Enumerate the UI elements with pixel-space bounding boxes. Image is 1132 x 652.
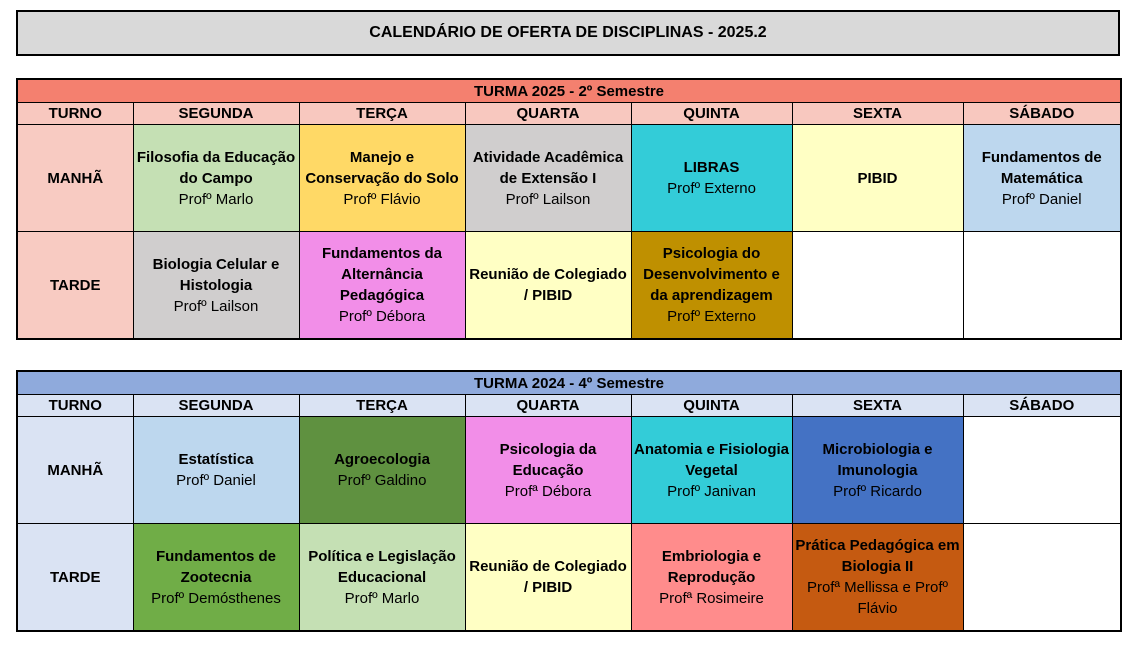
day-header-turno: TURNO — [17, 395, 133, 417]
day-header-quinta: QUINTA — [631, 395, 792, 417]
turma-2024-table — [16, 370, 1122, 632]
turno-manha: MANHÃ — [17, 125, 133, 232]
subject-name: Filosofia da Educação do Campo — [136, 148, 296, 187]
class-cell — [631, 417, 792, 524]
class-cell — [133, 524, 299, 632]
subject-name: Fundamentos de Matemática — [981, 148, 1102, 187]
subject-name: Estatística — [178, 451, 254, 468]
class-cell — [299, 524, 465, 632]
day-header-terca: TERÇA — [299, 395, 465, 417]
subject-name: Agroecologia — [334, 451, 430, 468]
professor-name: Profº Lailson — [505, 190, 591, 208]
subject-name: Reunião de Colegiado / PIBID — [469, 266, 627, 304]
professor-name: Profº Externo — [667, 180, 756, 197]
subject-name: Atividade Acadêmica de Extensão I — [472, 148, 624, 187]
class-cell — [299, 232, 465, 340]
professor-name: Profº Galdino — [337, 472, 427, 489]
subject-name: Manejo e Conservação do Solo — [305, 148, 459, 187]
professor-name: Profª Débora — [504, 482, 592, 500]
professor-name: Profº Flávio — [343, 190, 421, 208]
class-cell — [465, 417, 631, 524]
professor-name: Profº Marlo — [178, 190, 254, 208]
day-header-sexta: SEXTA — [792, 395, 963, 417]
subject-name: Fundamentos da Alternância Pedagógica — [321, 245, 442, 304]
turma-title: TURMA 2025 - 2º Semestre — [17, 79, 1121, 103]
day-header-turno: TURNO — [17, 103, 133, 125]
day-header-sabado: SÁBADO — [963, 395, 1121, 417]
turno-tarde: TARDE — [17, 524, 133, 632]
professor-name: Profº Externo — [667, 308, 756, 325]
day-header-quarta: QUARTA — [465, 395, 631, 417]
professor-name: Profº Débora — [338, 308, 426, 325]
subject-name: Reunião de Colegiado / PIBID — [469, 558, 627, 596]
class-cell — [465, 524, 631, 632]
class-cell — [299, 417, 465, 524]
subject-name: PIBID — [857, 169, 898, 187]
subject-name: Prática Pedagógica em Biologia II — [795, 537, 960, 575]
class-cell — [133, 125, 299, 232]
professor-name: Profº Daniel — [1001, 190, 1082, 208]
class-cell — [963, 524, 1121, 632]
class-cell — [963, 417, 1121, 524]
class-cell — [631, 232, 792, 340]
class-cell — [792, 417, 963, 524]
class-cell — [792, 125, 963, 232]
subject-name: Política e Legislação Educacional — [308, 547, 456, 586]
class-cell — [465, 125, 631, 232]
subject-name: Microbiologia e Imunologia — [822, 440, 933, 479]
subject-name: Biologia Celular e Histologia — [152, 255, 280, 294]
class-cell — [631, 125, 792, 232]
subject-name: LIBRAS — [683, 159, 740, 176]
subject-name: Psicologia da Educação — [499, 440, 597, 479]
professor-name: Profº Ricardo — [833, 482, 922, 500]
day-header-sexta: SEXTA — [792, 103, 963, 125]
professor-name: Profº Janivan — [667, 482, 756, 500]
class-cell — [133, 232, 299, 340]
turno-tarde: TARDE — [17, 232, 133, 340]
subject-name: Psicologia do Desenvolvimento e da aprendizagem — [643, 245, 780, 304]
day-header-terca: TERÇA — [299, 103, 465, 125]
day-header-quarta: QUARTA — [465, 103, 631, 125]
turma-2025-table — [16, 78, 1122, 340]
class-cell — [133, 417, 299, 524]
turno-manha: MANHÃ — [17, 417, 133, 524]
class-cell — [792, 232, 963, 340]
professor-name: Profº Demósthenes — [151, 589, 281, 607]
class-cell — [465, 232, 631, 340]
day-header-quinta: QUINTA — [631, 103, 792, 125]
class-cell — [963, 125, 1121, 232]
day-header-sabado: SÁBADO — [963, 103, 1121, 125]
subject-name: Anatomia e Fisiologia Vegetal — [633, 440, 790, 479]
class-cell — [631, 524, 792, 632]
subject-name: Embriologia e Reprodução — [661, 547, 762, 586]
professor-name: Profº Daniel — [176, 472, 256, 489]
professor-name: Profº Lailson — [173, 297, 259, 315]
turma-title: TURMA 2024 - 4º Semestre — [17, 371, 1121, 395]
class-cell — [963, 232, 1121, 340]
class-cell — [299, 125, 465, 232]
day-header-segunda: SEGUNDA — [133, 395, 299, 417]
professor-name: Profª Rosimeire — [659, 589, 764, 607]
day-header-segunda: SEGUNDA — [133, 103, 299, 125]
subject-name: Fundamentos de Zootecnia — [155, 547, 276, 586]
page-title: CALENDÁRIO DE OFERTA DE DISCIPLINAS - 2025.2 — [16, 10, 1120, 56]
professor-name: Profª Mellissa e Profº Flávio — [806, 579, 949, 617]
professor-name: Profº Marlo — [344, 589, 420, 607]
class-cell — [792, 524, 963, 632]
